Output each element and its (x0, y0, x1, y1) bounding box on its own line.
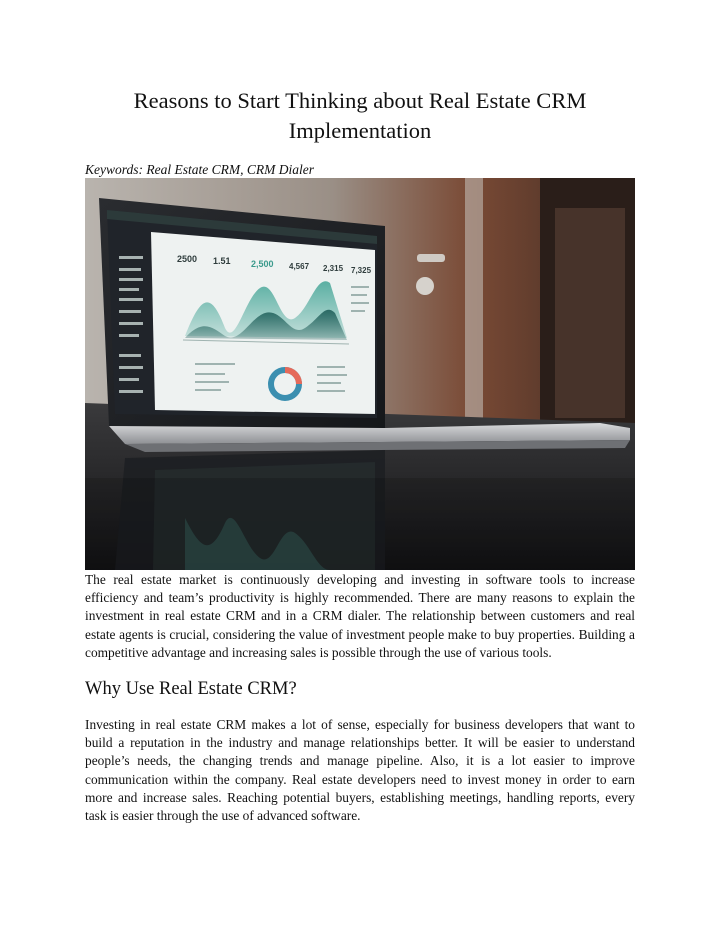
section-heading: Why Use Real Estate CRM? (85, 679, 297, 699)
page-title: Reasons to Start Thinking about Real Estate CRM Implementation (133, 88, 587, 143)
screen-stat: 4,567 (289, 262, 310, 271)
screen-stat: 2,500 (251, 259, 274, 269)
screen-stat: 2,315 (323, 264, 344, 273)
screen-stat: 2500 (177, 254, 198, 264)
screen-stat: 1.51 (213, 256, 231, 266)
section-paragraph: Investing in real estate CRM makes a lot of sense, especially for business developers that want to build a reputation in the industry and manage relationships better. It will be easier to understand people’s needs, the changing trends and manage pipeline. Also, it is a lot easier to improve communication within the company. Real estate developers need to invest money in order to earn more and increase sales. Reaching potential buyers, establishing meetings, handling reports, every task is easier through the use of advanced software. (85, 717, 635, 824)
keywords-line: Keywords: Real Estate CRM, CRM Dialer (85, 162, 314, 177)
hero-photo (85, 178, 635, 570)
intro-paragraph: The real estate market is continuously developing and investing in software tools to increase efficiency and team’s productivity is highly recommended. There are many reasons to explain the investment in real estate CRM and in a CRM dialer. The relationship between customers and real estate agents is crucial, considering the value of investment people make to buy properties. Building a competitive advantage and increasing sales is possible through the use of various tools. (85, 572, 635, 660)
screen-stat: 7,325 (351, 266, 372, 275)
